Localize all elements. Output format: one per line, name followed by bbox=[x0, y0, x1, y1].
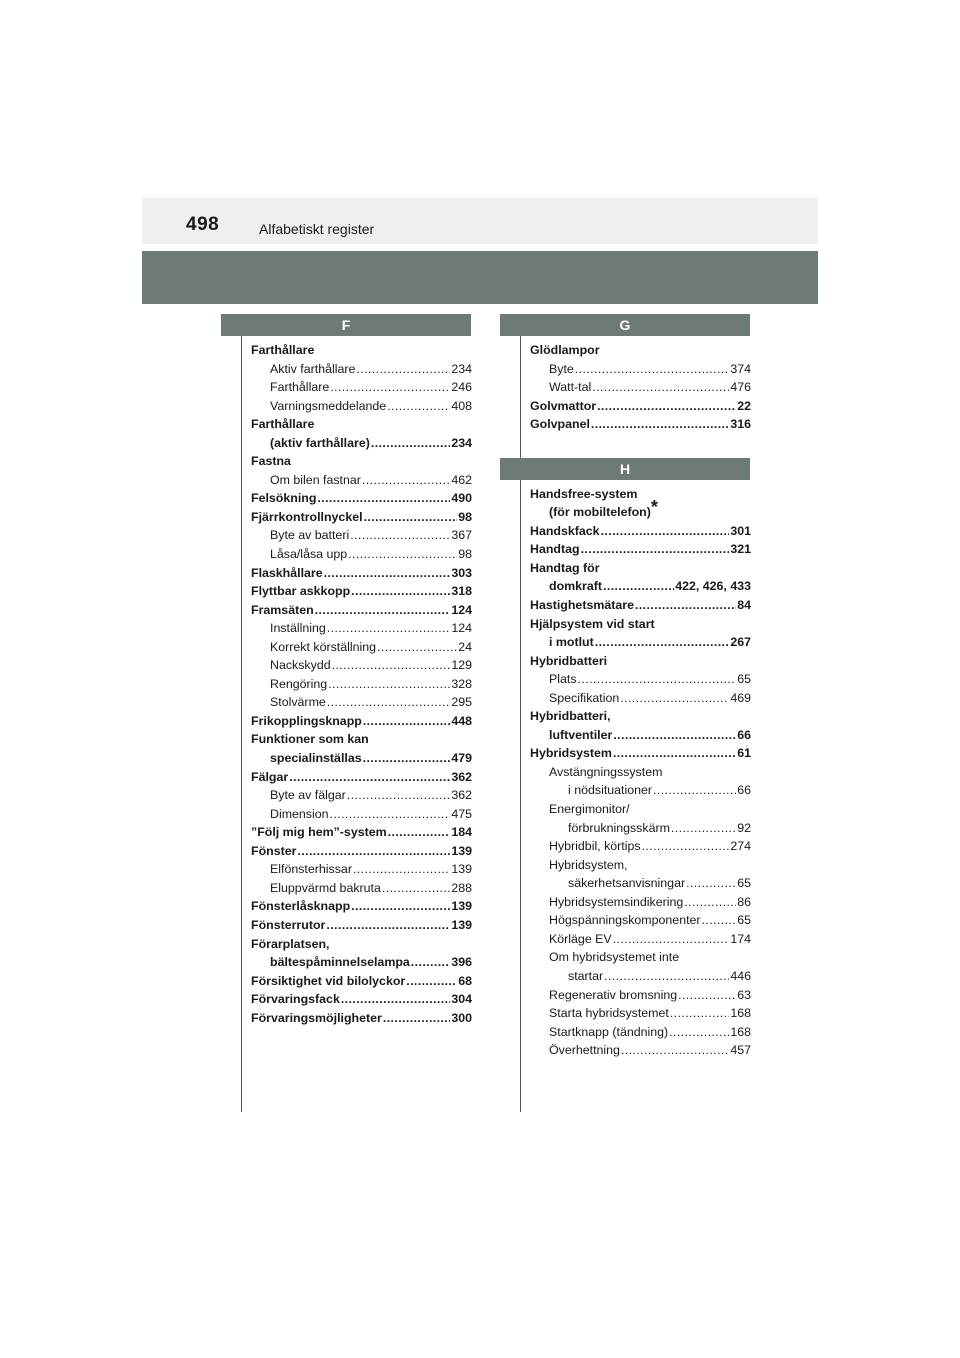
index-entry bbox=[251, 378, 472, 397]
index-entry bbox=[251, 860, 472, 879]
index-entry bbox=[251, 916, 472, 935]
entry-page: 65 bbox=[737, 672, 751, 687]
index-entry bbox=[530, 633, 751, 652]
dot-leader bbox=[327, 619, 451, 638]
index-entry bbox=[251, 508, 472, 527]
dot-leader bbox=[411, 953, 451, 972]
entry-text: startar bbox=[568, 968, 604, 983]
index-entry bbox=[251, 452, 472, 471]
entry-text: förbrukningsskärm bbox=[568, 820, 670, 835]
entry-page: 367 bbox=[451, 528, 472, 543]
entry-text: Starta hybridsystemet bbox=[549, 1006, 669, 1021]
index-entry bbox=[530, 1004, 751, 1023]
entry-page: 422, 426, 433 bbox=[675, 579, 751, 594]
entry-text: (aktiv farthållare) bbox=[270, 435, 370, 450]
dot-leader bbox=[578, 670, 737, 689]
index-entry bbox=[251, 526, 472, 545]
entry-page: 98 bbox=[458, 509, 472, 524]
dot-leader bbox=[601, 522, 730, 541]
index-column-left bbox=[242, 314, 472, 1027]
entry-text: Om hybridsystemet inte bbox=[549, 950, 680, 965]
dot-leader bbox=[341, 990, 450, 1009]
entry-text: Om bilen fastnar bbox=[270, 472, 361, 487]
entry-text: Regenerativ bromsning bbox=[549, 987, 678, 1002]
index-entry bbox=[251, 360, 472, 379]
index-entry bbox=[251, 564, 472, 583]
entry-text: Glödlampor bbox=[530, 343, 600, 357]
entry-page: 92 bbox=[737, 820, 751, 835]
entry-page: 139 bbox=[451, 899, 472, 914]
index-entry bbox=[251, 397, 472, 416]
entry-page: 86 bbox=[737, 894, 751, 909]
index-entry bbox=[530, 559, 751, 578]
entry-page: 184 bbox=[451, 825, 472, 840]
index-entry bbox=[251, 712, 472, 731]
entry-text: Hastighetsmätare bbox=[530, 598, 634, 613]
dot-leader bbox=[670, 1004, 729, 1023]
page-number: 498 bbox=[186, 214, 220, 235]
entry-page: 168 bbox=[730, 1024, 751, 1039]
entry-page: 316 bbox=[730, 417, 751, 432]
entry-text: ”Följ mig hem”-system bbox=[251, 825, 387, 840]
index-entry bbox=[251, 545, 472, 564]
entry-page: 457 bbox=[730, 1043, 751, 1058]
entry-text: Byte bbox=[549, 361, 574, 376]
entry-page: 362 bbox=[451, 769, 472, 784]
index-entry bbox=[251, 897, 472, 916]
dot-leader bbox=[388, 823, 451, 842]
index-entry bbox=[251, 972, 472, 991]
index-entry bbox=[530, 726, 751, 745]
entry-text: Dimension bbox=[270, 806, 329, 821]
index-entry bbox=[530, 986, 751, 1005]
dot-leader bbox=[371, 434, 450, 453]
index-entry bbox=[251, 823, 472, 842]
dot-leader bbox=[642, 837, 730, 856]
entry-page: 469 bbox=[730, 690, 751, 705]
entry-page: 301 bbox=[730, 523, 751, 538]
entry-text: Rengöring bbox=[270, 676, 328, 691]
entry-page: 448 bbox=[451, 713, 472, 728]
dot-leader bbox=[332, 656, 451, 675]
footnote-star: * bbox=[650, 497, 658, 518]
entry-text: Hybridsystemsindikering bbox=[549, 894, 684, 909]
entry-page: 288 bbox=[451, 880, 472, 895]
index-entry bbox=[251, 786, 472, 805]
index-entry bbox=[251, 1009, 472, 1028]
index-entry bbox=[530, 1023, 751, 1042]
index-entry bbox=[530, 800, 751, 819]
index-entry bbox=[530, 360, 751, 379]
index-entry bbox=[530, 485, 751, 504]
entry-text: Avstängningssystem bbox=[549, 764, 663, 779]
entry-text: Frikopplingsknapp bbox=[251, 713, 362, 728]
entry-text: Försiktighet vid bilolyckor bbox=[251, 973, 406, 988]
entry-text: Flaskhållare bbox=[251, 565, 323, 580]
dot-leader bbox=[671, 819, 736, 838]
entry-text: (för mobiltelefon) bbox=[549, 505, 651, 520]
entry-text: specialinställas bbox=[270, 751, 362, 766]
entry-text: Förvaringsmöjligheter bbox=[251, 1010, 382, 1025]
entry-page: 139 bbox=[451, 862, 472, 877]
index-entry bbox=[251, 693, 472, 712]
index-entry bbox=[251, 953, 472, 972]
entry-page: 362 bbox=[451, 788, 472, 803]
entry-text: Fjärrkontrollnyckel bbox=[251, 509, 363, 524]
entry-text: Förarplatsen, bbox=[251, 936, 330, 951]
entry-text: Fastna bbox=[251, 454, 291, 469]
entry-text: Elfönsterhissar bbox=[270, 862, 352, 877]
entry-text: Byte av batteri bbox=[270, 528, 350, 543]
entry-text: luftventiler bbox=[549, 727, 613, 742]
entry-page: 63 bbox=[737, 987, 751, 1002]
index-entry bbox=[530, 415, 751, 434]
entry-page: 124 bbox=[451, 602, 472, 617]
entry-page: 462 bbox=[451, 472, 472, 487]
entry-page: 490 bbox=[451, 491, 472, 506]
dot-leader bbox=[684, 893, 736, 912]
dot-leader bbox=[324, 564, 451, 583]
index-entry bbox=[530, 615, 751, 634]
entry-page: 129 bbox=[451, 658, 472, 673]
index-entry bbox=[530, 930, 751, 949]
entry-text: Överhettning bbox=[549, 1043, 620, 1058]
entry-text: Farthållare bbox=[251, 343, 315, 357]
section-list-h bbox=[521, 485, 751, 1060]
entry-page: 174 bbox=[730, 931, 751, 946]
entry-page: 139 bbox=[451, 843, 472, 858]
entry-text: Varningsmeddelande bbox=[270, 398, 387, 413]
entry-page: 98 bbox=[458, 547, 472, 562]
entry-text: Låsa/låsa upp bbox=[270, 547, 348, 562]
dot-leader bbox=[620, 689, 729, 708]
index-entry bbox=[251, 582, 472, 601]
index-entry bbox=[251, 768, 472, 787]
dot-leader bbox=[382, 879, 450, 898]
entry-text: Specifikation bbox=[549, 690, 620, 705]
entry-text: Funktioner som kan bbox=[251, 732, 369, 747]
entry-text: Fönsterrutor bbox=[251, 917, 326, 932]
entry-page: 300 bbox=[451, 1010, 472, 1025]
index-entry bbox=[251, 730, 472, 749]
entry-text: Handsfree-system bbox=[530, 486, 638, 501]
dot-leader bbox=[595, 633, 730, 652]
entry-page: 475 bbox=[451, 806, 472, 821]
dot-leader bbox=[356, 360, 450, 379]
section-header-h: H bbox=[500, 458, 750, 480]
index-entry bbox=[530, 744, 751, 763]
entry-page: 24 bbox=[458, 639, 472, 654]
index-entry bbox=[251, 879, 472, 898]
dot-leader bbox=[604, 967, 729, 986]
entry-page: 61 bbox=[737, 746, 751, 761]
dot-leader bbox=[613, 726, 736, 745]
entry-page: 304 bbox=[451, 992, 472, 1007]
index-entry bbox=[251, 341, 472, 360]
index-entry bbox=[530, 781, 751, 800]
dot-leader bbox=[406, 972, 457, 991]
dot-leader bbox=[363, 749, 451, 768]
index-entry bbox=[251, 489, 472, 508]
entry-text: Eluppvärmd bakruta bbox=[270, 880, 381, 895]
index-entry bbox=[530, 670, 751, 689]
entry-text: Hybridsystem, bbox=[549, 857, 628, 872]
entry-text: Handtag för bbox=[530, 560, 600, 575]
entry-text: domkraft bbox=[549, 579, 603, 594]
entry-page: 65 bbox=[737, 876, 751, 891]
dot-leader bbox=[328, 675, 450, 694]
entry-page: 168 bbox=[730, 1006, 751, 1021]
entry-text: Plats bbox=[549, 672, 577, 687]
index-entry bbox=[530, 689, 751, 708]
entry-page: 446 bbox=[730, 968, 751, 983]
index-entry bbox=[530, 596, 751, 615]
entry-text: Framsäten bbox=[251, 602, 314, 617]
dot-leader bbox=[348, 545, 457, 564]
index-entry bbox=[530, 497, 751, 522]
index-entry bbox=[530, 397, 751, 416]
entry-text: Hybridbatteri, bbox=[530, 709, 611, 724]
index-entry bbox=[251, 675, 472, 694]
section-header-f: F bbox=[221, 314, 471, 336]
index-entry bbox=[251, 656, 472, 675]
dot-leader bbox=[613, 930, 730, 949]
entry-page: 139 bbox=[451, 917, 472, 932]
index-entry bbox=[530, 341, 751, 360]
dot-leader bbox=[363, 712, 450, 731]
entry-text: Hybridbil, körtips bbox=[549, 839, 641, 854]
section-list-g bbox=[521, 341, 751, 434]
index-entry bbox=[530, 967, 751, 986]
entry-page: 234 bbox=[451, 435, 472, 450]
entry-text: Fönster bbox=[251, 843, 297, 858]
dot-leader bbox=[364, 508, 458, 527]
dot-leader bbox=[678, 986, 736, 1005]
header-bar bbox=[142, 251, 818, 304]
entry-page: 66 bbox=[737, 783, 751, 798]
dot-leader bbox=[347, 786, 451, 805]
entry-page: 246 bbox=[451, 380, 472, 395]
index-entry bbox=[530, 874, 751, 893]
index-entry bbox=[530, 577, 751, 596]
entry-text: Hjälpsystem vid start bbox=[530, 616, 655, 631]
entry-text: Körläge EV bbox=[549, 931, 612, 946]
index-entry bbox=[530, 540, 751, 559]
entry-page: 66 bbox=[737, 727, 751, 742]
dot-leader bbox=[289, 768, 450, 787]
entry-page: 321 bbox=[730, 542, 751, 557]
dot-leader bbox=[581, 540, 730, 559]
dot-leader bbox=[613, 744, 736, 763]
dot-leader bbox=[597, 397, 736, 416]
index-entry bbox=[251, 434, 472, 453]
entry-page: 328 bbox=[451, 676, 472, 691]
dot-leader bbox=[653, 781, 736, 800]
entry-page: 476 bbox=[730, 380, 751, 395]
dot-leader bbox=[621, 1041, 729, 1060]
entry-text: Energimonitor/ bbox=[549, 802, 630, 817]
index-entry bbox=[530, 1041, 751, 1060]
dot-leader bbox=[330, 805, 451, 824]
dot-leader bbox=[603, 577, 674, 596]
dot-leader bbox=[592, 378, 729, 397]
entry-page: 124 bbox=[451, 621, 472, 636]
index-entry bbox=[530, 763, 751, 782]
entry-page: 303 bbox=[451, 565, 472, 580]
index-entry bbox=[530, 707, 751, 726]
page-title: Alfabetiskt register bbox=[259, 221, 375, 237]
entry-page: 234 bbox=[451, 361, 472, 376]
dot-leader bbox=[297, 842, 450, 861]
index-entry bbox=[530, 378, 751, 397]
entry-text: Högspänningskomponenter bbox=[549, 913, 701, 928]
entry-text: säkerhetsanvisningar bbox=[568, 876, 686, 891]
index-entry bbox=[530, 522, 751, 541]
entry-page: 479 bbox=[451, 751, 472, 766]
entry-text: Handtag bbox=[530, 542, 580, 557]
entry-page: 65 bbox=[737, 913, 751, 928]
entry-text: Aktiv farthållare bbox=[270, 361, 356, 376]
entry-text: Farthållare bbox=[270, 380, 330, 395]
entry-text: Startknapp (tändning) bbox=[549, 1024, 669, 1039]
entry-text: Förvaringsfack bbox=[251, 992, 340, 1007]
index-entry bbox=[251, 749, 472, 768]
dot-leader bbox=[387, 397, 450, 416]
index-entry bbox=[530, 856, 751, 875]
header-band bbox=[142, 198, 818, 244]
dot-leader bbox=[351, 582, 450, 601]
entry-text: i motlut bbox=[549, 635, 594, 650]
dot-leader bbox=[327, 693, 451, 712]
entry-text: Hybridsystem bbox=[530, 746, 612, 761]
index-entry bbox=[251, 805, 472, 824]
index-entry bbox=[251, 990, 472, 1009]
entry-text: Byte av fälgar bbox=[270, 788, 346, 803]
entry-text: i nödsituationer bbox=[568, 783, 653, 798]
entry-page: 22 bbox=[737, 398, 751, 413]
dot-leader bbox=[350, 526, 450, 545]
dot-leader bbox=[353, 860, 450, 879]
entry-text: Fönsterlåsknapp bbox=[251, 899, 351, 914]
entry-text: Felsökning bbox=[251, 491, 317, 506]
dot-leader bbox=[575, 360, 730, 379]
entry-page: 274 bbox=[730, 839, 751, 854]
index-entry bbox=[530, 652, 751, 671]
index-entry bbox=[251, 471, 472, 490]
dot-leader bbox=[686, 874, 736, 893]
entry-text: Watt-tal bbox=[549, 380, 592, 395]
entry-text: bältespåminnelselampa bbox=[270, 955, 410, 970]
entry-text: Korrekt körställning bbox=[270, 639, 377, 654]
dot-leader bbox=[702, 911, 737, 930]
dot-leader bbox=[591, 415, 729, 434]
index-column-right bbox=[521, 314, 751, 1060]
index-entry bbox=[251, 842, 472, 861]
entry-page: 267 bbox=[730, 635, 751, 650]
index-entry bbox=[530, 911, 751, 930]
index-entry bbox=[251, 638, 472, 657]
index-entry bbox=[251, 415, 472, 434]
entry-text: Inställning bbox=[270, 621, 326, 636]
entry-text: Nackskydd bbox=[270, 658, 331, 673]
index-entry bbox=[530, 948, 751, 967]
dot-leader bbox=[635, 596, 736, 615]
dot-leader bbox=[315, 601, 451, 620]
dot-leader bbox=[669, 1023, 729, 1042]
index-entry bbox=[251, 619, 472, 638]
index-entry bbox=[530, 893, 751, 912]
entry-page: 408 bbox=[451, 398, 472, 413]
entry-page: 84 bbox=[737, 598, 751, 613]
entry-page: 396 bbox=[451, 955, 472, 970]
dot-leader bbox=[351, 897, 450, 916]
index-entry bbox=[530, 819, 751, 838]
entry-text: Hybridbatteri bbox=[530, 653, 608, 668]
entry-text: Stolvärme bbox=[270, 695, 326, 710]
dot-leader bbox=[383, 1009, 450, 1028]
section-header-g: G bbox=[500, 314, 750, 336]
index-entry bbox=[530, 837, 751, 856]
dot-leader bbox=[330, 378, 450, 397]
dot-leader bbox=[362, 471, 450, 490]
entry-text: Flyttbar askkopp bbox=[251, 584, 351, 599]
dot-leader bbox=[377, 638, 457, 657]
dot-leader bbox=[317, 489, 450, 508]
entry-page: 318 bbox=[451, 584, 472, 599]
entry-page: 68 bbox=[458, 973, 472, 988]
entry-text: Farthållare bbox=[251, 417, 315, 432]
entry-text: Golvmattor bbox=[530, 398, 597, 413]
entry-text: Golvpanel bbox=[530, 417, 590, 432]
section-list-f bbox=[242, 341, 472, 1027]
entry-text: Handskfack bbox=[530, 523, 600, 538]
entry-text: Fälgar bbox=[251, 769, 289, 784]
dot-leader bbox=[326, 916, 450, 935]
index-entry bbox=[251, 601, 472, 620]
entry-page: 295 bbox=[451, 695, 472, 710]
entry-page: 374 bbox=[730, 361, 751, 376]
index-entry bbox=[251, 935, 472, 954]
